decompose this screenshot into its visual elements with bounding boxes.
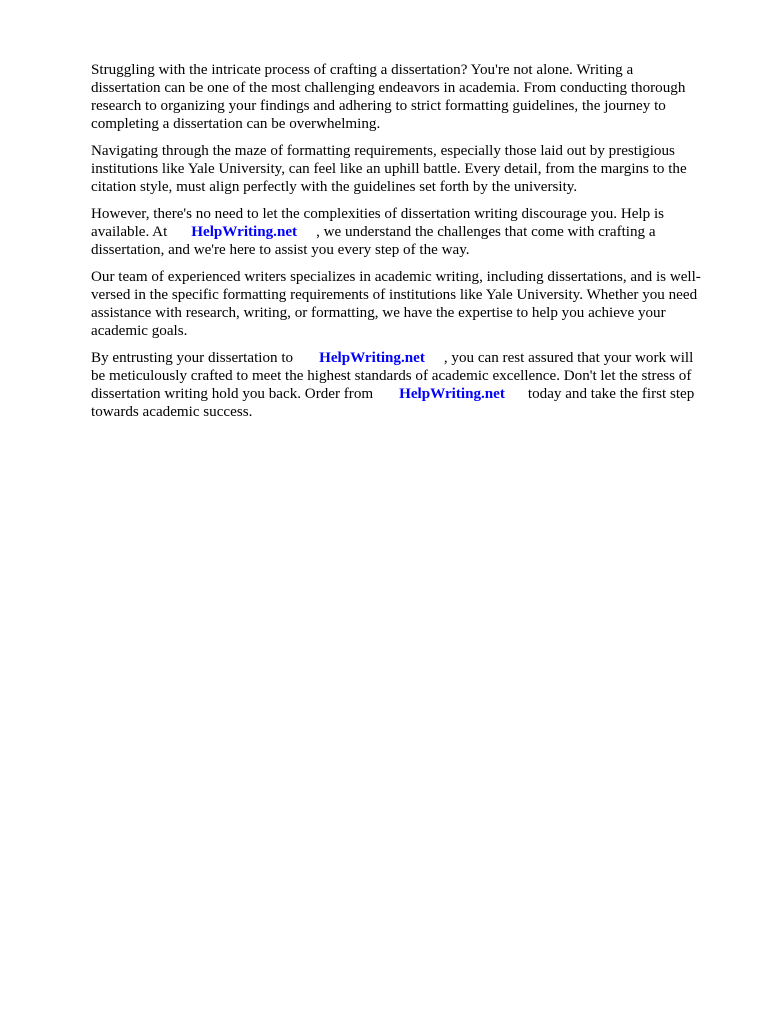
paragraph-intro [91,61,721,133]
text-segment: , we understand the challenges that come with crafting a [316,224,656,240]
paragraph-cta [91,349,721,421]
text-line [91,385,721,403]
text-line: versed in the specific formatting requirements of institutions like Yale University. Whether you need [91,287,698,303]
text-line: Navigating through the maze of formatting requirements, especially those laid out by prestigious [91,143,675,159]
helpwriting-link[interactable]: HelpWriting.net [191,224,298,240]
text-line: be meticulously crafted to meet the highest standards of academic excellence. Don't let the stress of [91,368,692,384]
text-line: dissertation, and we're here to assist you every step of the way. [91,242,470,258]
text-segment: By entrusting your dissertation to [91,350,294,366]
text-line: towards academic success. [91,404,253,420]
paragraph-help [91,205,721,259]
text-line [91,223,721,241]
text-line: assistance with research, writing, or formatting, we have the expertise to help you achieve your [91,305,666,321]
paragraph-team [91,268,721,340]
helpwriting-link[interactable]: HelpWriting.net [399,386,505,402]
paragraph-formatting [91,142,721,196]
text-segment: today and take the first step [527,386,695,402]
text-line: However, there's no need to let the complexities of dissertation writing discourage you. Help is [91,206,665,222]
text-segment: dissertation writing hold you back. Order from [91,386,374,402]
text-line: dissertation can be one of the most challenging endeavors in academia. From conducting thorough [91,80,686,96]
text-line: completing a dissertation can be overwhelming. [91,116,381,132]
text-line: institutions like Yale University, can feel like an uphill battle. Every detail, from the margins to the [91,161,687,177]
text-line: Our team of experienced writers specializes in academic writing, including dissertations, and is well- [91,269,701,285]
text-segment: , you can rest assured that your work will [443,350,694,366]
text-line: Struggling with the intricate process of crafting a dissertation? You're not alone. Writing a [91,62,634,78]
document-page [91,61,721,430]
text-line: academic goals. [91,323,188,339]
helpwriting-link[interactable]: HelpWriting.net [319,350,425,366]
text-segment: available. At [91,224,168,240]
text-line: citation style, must align perfectly with the guidelines set forth by the university. [91,179,578,195]
text-line [91,349,721,367]
text-line: research to organizing your findings and adhering to strict formatting guidelines, the journey to [91,98,666,114]
